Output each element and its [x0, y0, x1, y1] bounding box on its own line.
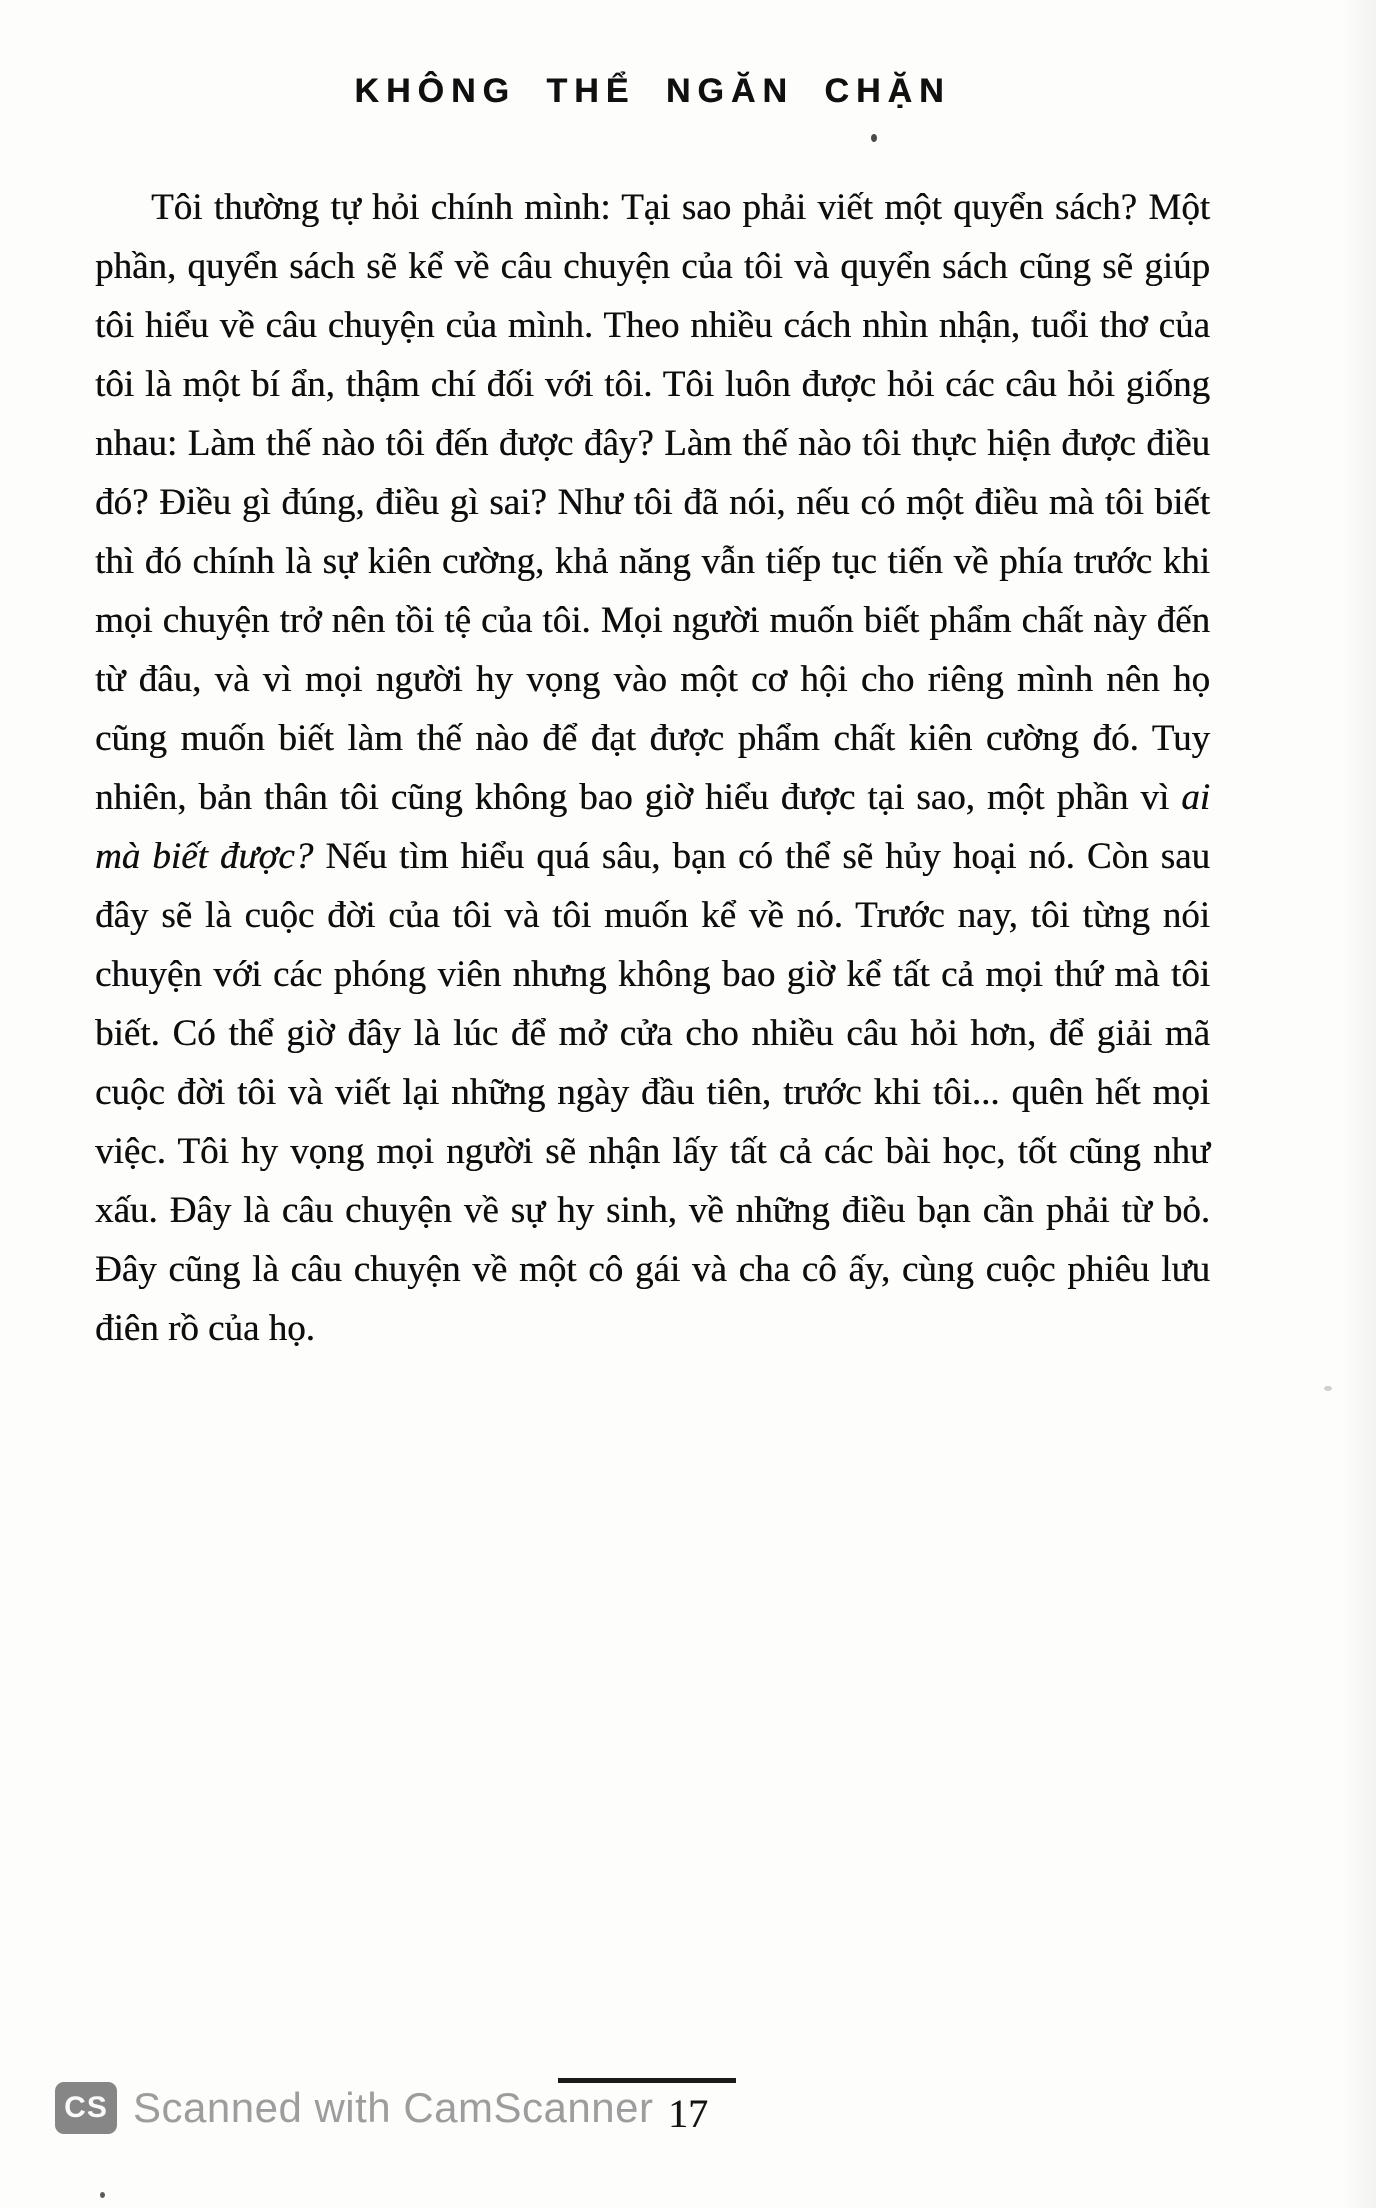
scan-artifact-dot — [871, 134, 877, 142]
chapter-title: KHÔNG THỂ NGĂN CHẶN — [354, 72, 951, 110]
scan-artifact-dot — [100, 2192, 105, 2198]
scan-artifact-dot — [1324, 1386, 1332, 1391]
camscanner-watermark-text: Scanned with CamScanner — [133, 2084, 654, 2131]
footer-divider-rule — [558, 2078, 736, 2083]
paragraph-italic-phrase: ai mà biết được? — [95, 777, 1210, 877]
paragraph-text-part1: Tôi thường tự hỏi chính mình: Tại sao phải viết một quyển sách? Một phần, quyển sách sẽ kể về câu chuyện của tôi và quyển sách cũng sẽ giúp tôi hiểu về câu chuyện của mình. Theo nhiều cách nhìn nhận, tuổi thơ của tôi là một bí ẩn, thậm chí đối với tôi. Tôi luôn được hỏi các câu hỏi giống nhau: Làm thế nào tôi đến được đây? Làm thế nào tôi thực hiện được điều đó? Điều gì đúng, điều gì sai? Như tôi đã nói, nếu có một điều mà tôi biết thì đó chính là sự kiên cường, khả năng vẫn tiếp tục tiến về phía trước khi mọi chuyện trở nên tồi tệ của tôi. Mọi người muốn biết phẩm chất này đến từ đâu, và vì mọi người hy vọng vào một cơ hội cho riêng mình nên họ cũng muốn biết làm thế nào để đạt được phẩm chất kiên cường đó. Tuy nhiên, bản thân tôi cũng không bao giờ hiểu được tại sao, một phần vì — [95, 187, 1210, 818]
paragraph-text-part2: Nếu tìm hiểu quá sâu, bạn có thể sẽ hủy hoại nó. Còn sau đây sẽ là cuộc đời của tôi và tôi muốn kể về nó. Trước nay, tôi từng nói chuyện với các phóng viên nhưng không bao giờ kể tất cả mọi thứ mà tôi biết. Có thể giờ đây là lúc để mở cửa cho nhiều câu hỏi hơn, để giải mã cuộc đời tôi và viết lại những ngày đầu tiên, trước khi tôi... quên hết mọi việc. Tôi hy vọng mọi người sẽ nhận lấy tất cả các bài học, tốt cũng như xấu. Đây là câu chuyện về sự hy sinh, về những điều bạn cần phải từ bỏ. Đây cũng là câu chuyện về một cô gái và cha cô ấy, cùng cuộc phiêu lưu điên rồ của họ. — [95, 836, 1210, 1349]
body-paragraph — [95, 178, 1210, 1358]
page-number: 17 — [668, 2091, 708, 2136]
camscanner-logo-icon: CS — [55, 2082, 117, 2134]
